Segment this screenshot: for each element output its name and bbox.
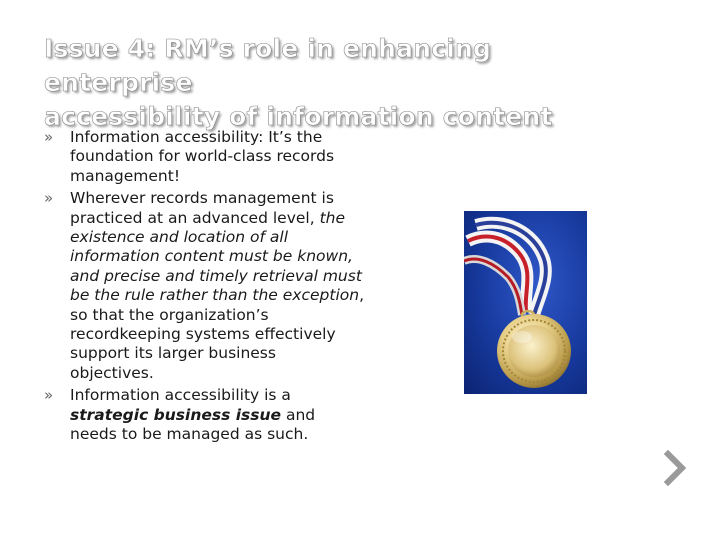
medal-icon — [464, 211, 587, 394]
bullet-marker: » — [44, 189, 54, 208]
bullet-item — [44, 189, 364, 383]
bullet-text-italic: the existence and location of all information content must be known, and precise and timely retrieval must be the rule rather than the exception — [70, 208, 362, 305]
slide-title-line-2: accessibility of information content — [44, 102, 553, 131]
bullet-marker: » — [44, 128, 54, 146]
slide-title — [44, 32, 644, 134]
next-slide-button[interactable] — [660, 448, 690, 488]
bullet-item — [44, 128, 364, 186]
bullet-list — [44, 128, 364, 448]
bullet-text: Information accessibility: It’s the foundation for world-class records management! — [70, 128, 335, 185]
bullet-text: Information accessibility is a — [70, 386, 291, 405]
bullet-text-emphasis: strategic business issue — [70, 405, 282, 424]
bullet-text: , so that the organization’s recordkeeping systems effectively support its larger business objectives. — [70, 286, 364, 382]
slide-title-line-1: Issue 4: RM’s role in enhancing enterprise — [44, 34, 492, 97]
medal-photo — [464, 211, 587, 394]
bullet-item — [44, 386, 364, 444]
bullet-text: and needs to be managed as such. — [70, 405, 316, 444]
chevron-right-icon — [660, 448, 690, 488]
bullet-text: Wherever records management is practiced at an advanced level, — [70, 189, 334, 227]
bullet-marker: » — [44, 386, 54, 405]
